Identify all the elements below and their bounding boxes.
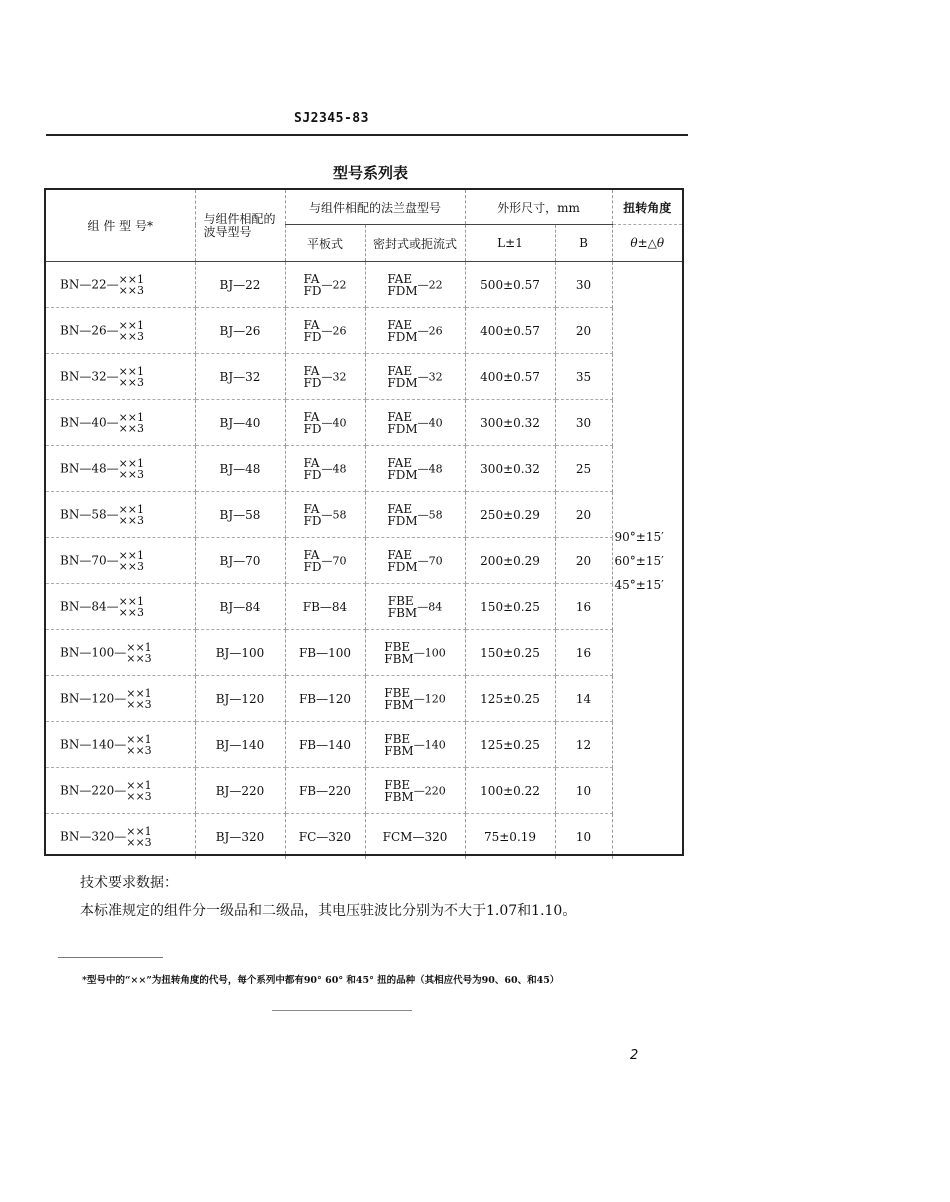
table-row: BN—70— ××1 ××3 BJ—70 FA FD —70 FAE FDM —70 200±0.29 20 [46, 538, 682, 584]
table-row: BN—220— ××1 ××3 BJ—220 FB—220 FBE FBM —220 100±0.22 10 [46, 768, 682, 814]
footnote: *型号中的“××”为扭转角度的代号，每个系列中都有90° 60° 和45° 扭的品种（其相应代号为90、60、和45） [82, 975, 560, 986]
page-number: 2 [630, 1048, 639, 1063]
table-row: BN—48— ××1 ××3 BJ—48 FA FD —48 FAE FDM —48 300±0.32 25 [46, 446, 682, 492]
twist-angles: 90°±15′ 60°±15′ 45°±15′ [614, 529, 664, 592]
requirements-title: 技术要求数据： [80, 875, 178, 891]
header-model: 组 件 型 号* [46, 190, 195, 262]
document-code: SJ2345-83 [294, 111, 369, 126]
table-row: BN—32— ××1 ××3 BJ—32 FA FD —32 FAE FDM —32 400±0.57 35 [46, 354, 682, 400]
table-row: BN—120— ××1 ××3 BJ—120 FB—120 FBE FBM —120 125±0.25 14 [46, 676, 682, 722]
table-row: BN—84— ××1 ××3 BJ—84 FB—84 FBE FBM —84 150±0.25 16 [46, 584, 682, 630]
table-title: 型号系列表 [333, 164, 409, 182]
table-row: BN—40— ××1 ××3 BJ—40 FA FD —40 FAE FDM —40 300±0.32 30 [46, 400, 682, 446]
header-dim-l: L±1 [465, 225, 555, 262]
footnote-divider [58, 957, 163, 958]
header-dimensions: 外形尺寸，mm [465, 190, 612, 225]
header-flange-flat: 平板式 [285, 225, 365, 262]
model-series-table [44, 188, 684, 856]
header-flange: 与组件相配的法兰盘型号 [285, 190, 465, 225]
footnote-end-rule [272, 1010, 412, 1011]
table-row: BN—58— ××1 ××3 BJ—58 FA FD —58 FAE FDM —58 250±0.29 20 [46, 492, 682, 538]
table-row: BN—320— ××1 ××3 BJ—320 FC—320 FCM—320 75±0.19 10 [46, 814, 682, 860]
table-row: BN—100— ××1 ××3 BJ—100 FB—100 FBE FBM —100 150±0.25 16 [46, 630, 682, 676]
header-waveguide: 与组件相配的波导型号 [195, 190, 285, 262]
model-suffix: ××1 ××3 [118, 272, 145, 297]
header-flange-sealed: 密封式或扼流式 [365, 225, 465, 262]
table-row: BN—26— ××1 ××3 BJ—26 FA FD —26 FAE FDM —26 400±0.57 20 [46, 308, 682, 354]
header-dim-b: B [555, 225, 612, 262]
header-twist-sub: θ±△θ [612, 225, 682, 262]
table-row: BN—22— ××1 ××3 BJ—22 FA FD —22 FAE FDM —22 500±0.57 30 90°±15′ 60°±15′ 45°±15′ [46, 262, 682, 308]
table-row: BN—140— ××1 ××3 BJ—140 FB—140 FBE FBM —140 125±0.25 12 [46, 722, 682, 768]
requirements-text: 本标准规定的组件分一级品和二级品，其电压驻波比分别为不大于1.07和1.10。 [80, 903, 577, 919]
header-twist: 扭转角度 [612, 190, 682, 225]
header-rule [46, 134, 688, 136]
